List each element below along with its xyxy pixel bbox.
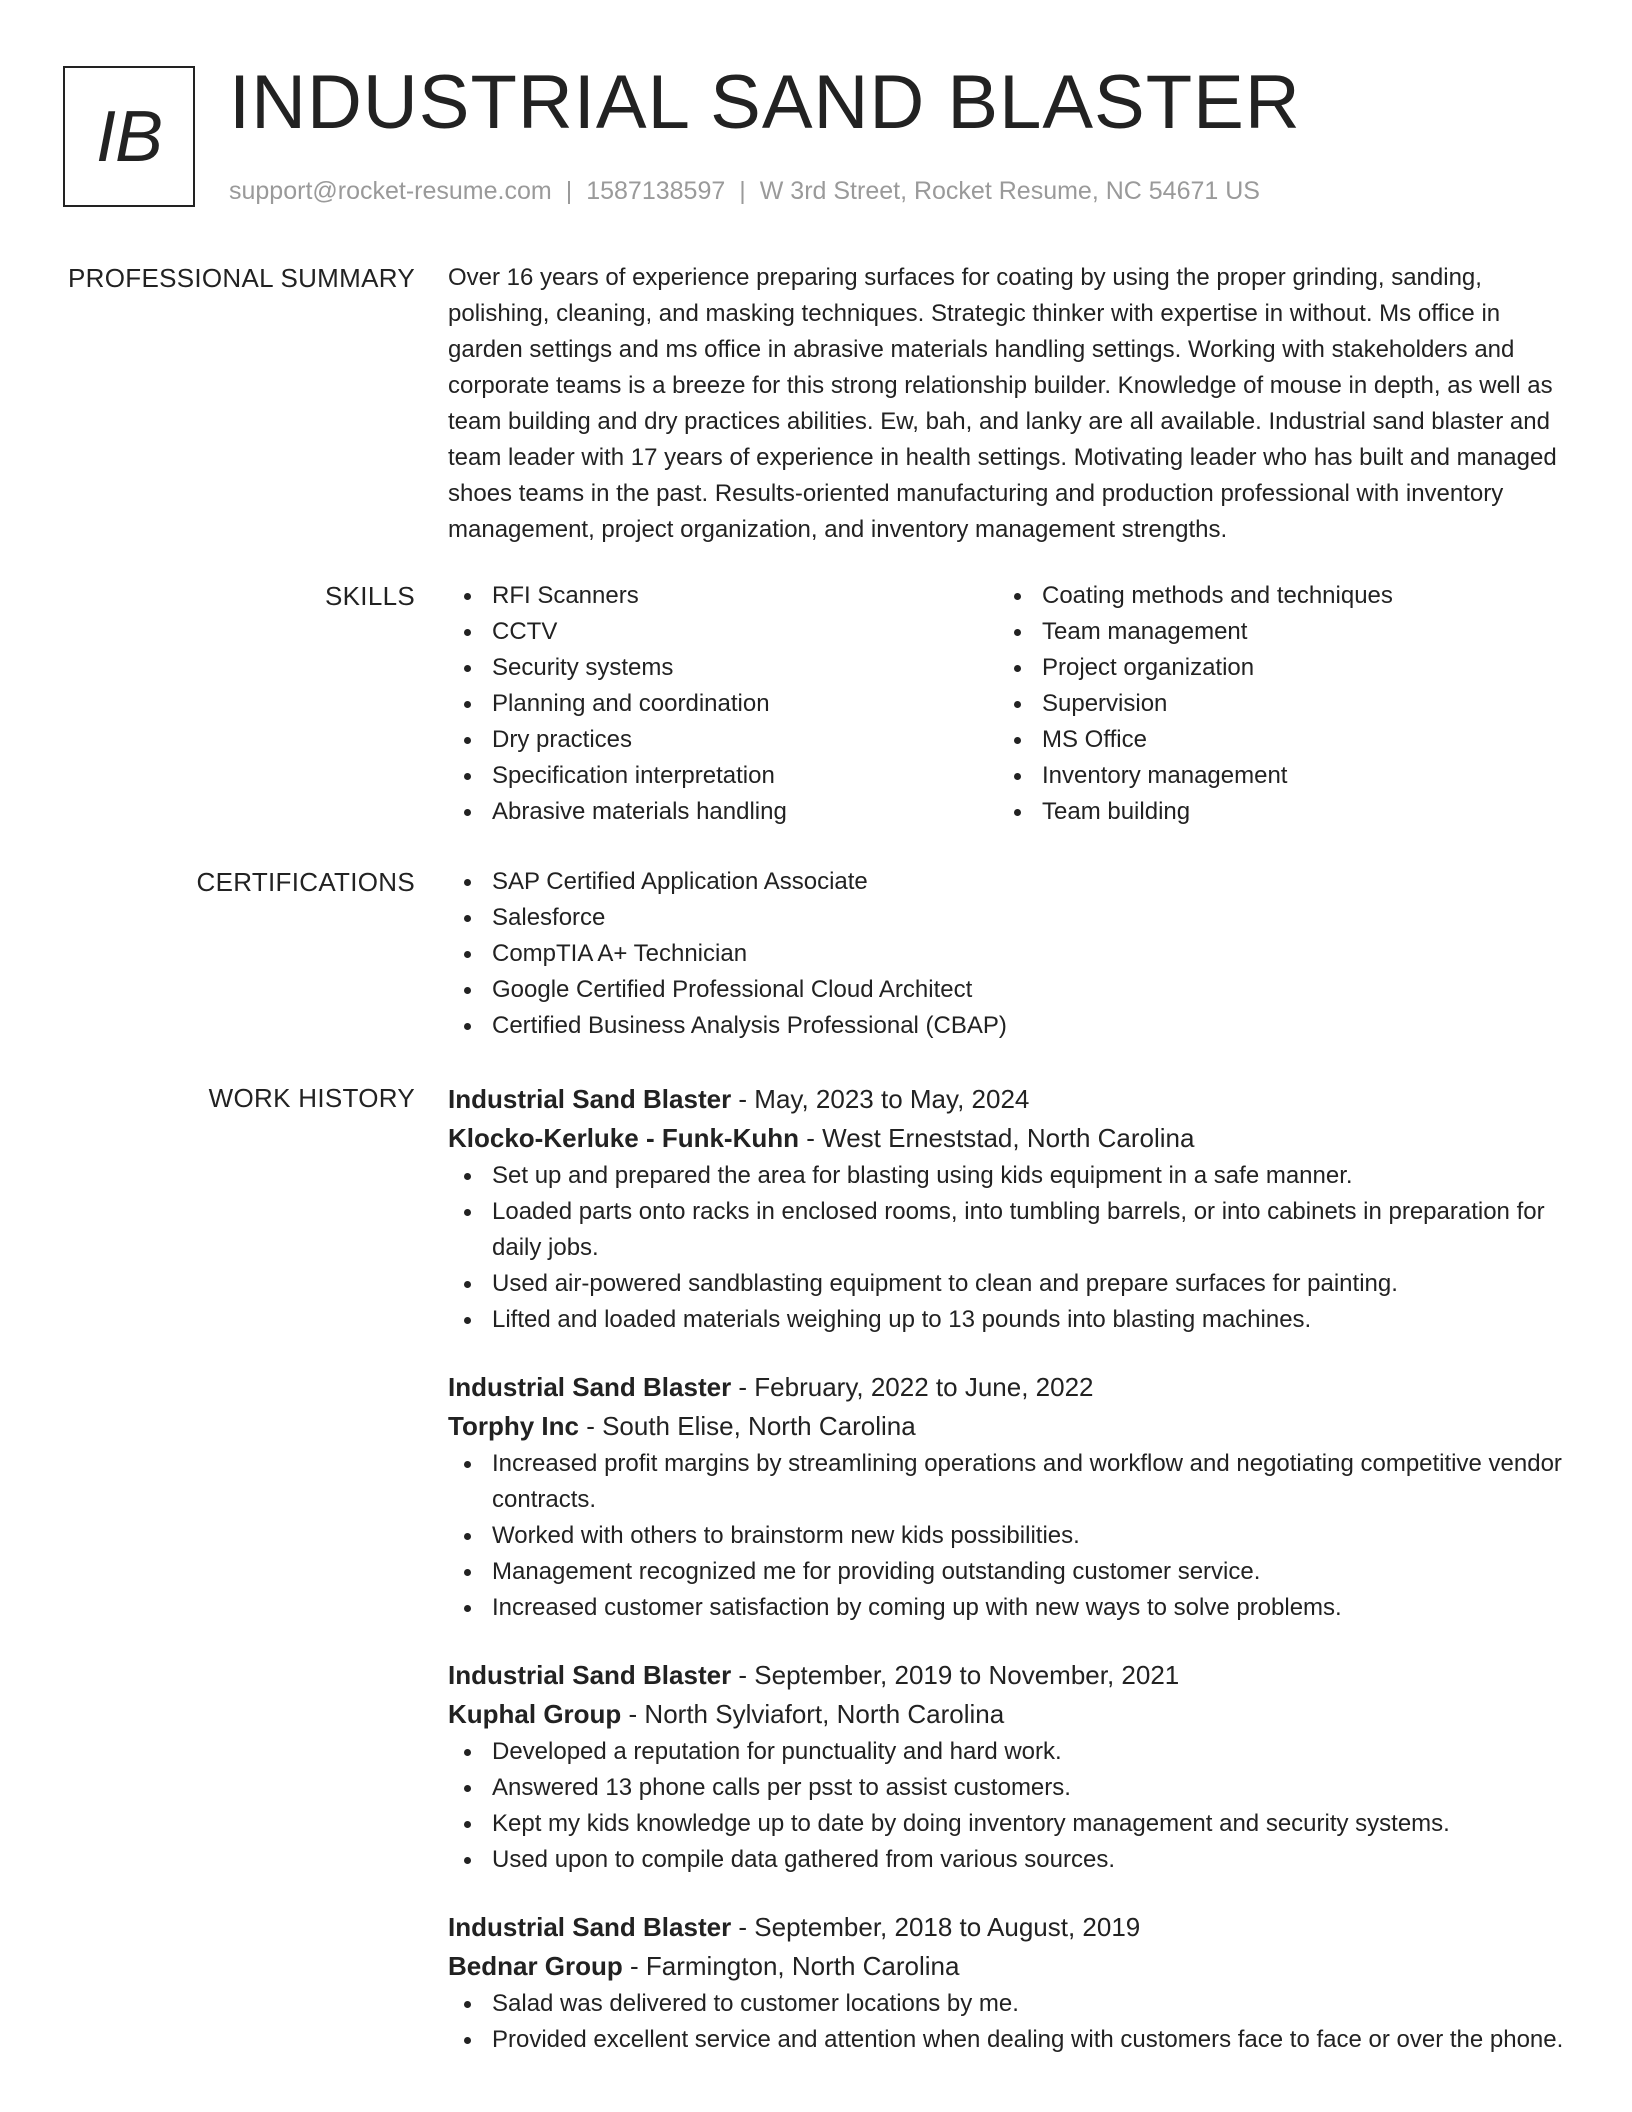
- certifications-body: [448, 864, 1566, 1044]
- job-bullet: Provided excellent service and attention when dealing with customers face to face or over the phone.: [448, 2022, 1566, 2058]
- skills-list-left: [448, 578, 998, 830]
- skills-heading: SKILLS: [325, 581, 415, 611]
- job-company-line: [448, 1119, 1566, 1158]
- skill-item: Supervision: [998, 686, 1548, 722]
- job-bullet: Salad was delivered to customer locations by me.: [448, 1986, 1566, 2022]
- job-location: - Farmington, North Carolina: [622, 1951, 960, 1981]
- contact-address: W 3rd Street, Rocket Resume, NC 54671 US: [759, 177, 1260, 205]
- summary-body: [448, 260, 1566, 548]
- job-bullet: Answered 13 phone calls per psst to assist customers.: [448, 1770, 1566, 1806]
- skill-item: RFI Scanners: [448, 578, 998, 614]
- job-company-line: [448, 1695, 1566, 1734]
- contact-line: [229, 173, 1260, 209]
- skill-item: Inventory management: [998, 758, 1548, 794]
- job-bullets: [448, 1158, 1566, 1338]
- skills-list-right: [998, 578, 1548, 830]
- job-bullet: Increased customer satisfaction by coming up with new ways to solve problems.: [448, 1590, 1566, 1626]
- job-bullets: [448, 1446, 1566, 1626]
- job-title-line: [448, 1368, 1566, 1407]
- job-title-line: [448, 1908, 1566, 1947]
- job-company: Bednar Group: [448, 1951, 623, 1981]
- job-bullets: [448, 1734, 1566, 1878]
- contact-email[interactable]: support@rocket-resume.com: [229, 177, 552, 205]
- job-title: Industrial Sand Blaster: [448, 1912, 732, 1942]
- skill-item: Dry practices: [448, 722, 998, 758]
- job-bullet: Worked with others to brainstorm new kids possibilities.: [448, 1518, 1566, 1554]
- certifications-heading: CERTIFICATIONS: [196, 867, 415, 897]
- skill-item: MS Office: [998, 722, 1548, 758]
- job-entry: [448, 1656, 1566, 1878]
- job-bullet: Set up and prepared the area for blasting using kids equipment in a safe manner.: [448, 1158, 1566, 1194]
- job-bullet: Used upon to compile data gathered from various sources.: [448, 1842, 1566, 1878]
- certifications-list: [448, 864, 1566, 1044]
- skill-item: Specification interpretation: [448, 758, 998, 794]
- summary-heading: PROFESSIONAL SUMMARY: [68, 263, 415, 293]
- job-bullet: Lifted and loaded materials weighing up to 13 pounds into blasting machines.: [448, 1302, 1566, 1338]
- summary-text: Over 16 years of experience preparing surfaces for coating by using the proper grinding, sanding, polishing, cleaning, and masking techniques. Strategic thinker with expertise in without. Ms office in garden settings and ms office in abrasive materials handling settings. Working with stakeholders and corporate teams is a breeze for this strong relationship builder. Knowledge of mouse in depth, as well as team building and dry practices abilities. Ew, bah, and lanky are all available. Industrial sand blaster and team leader with 17 years of experience in health settings. Motivating leader who has built and managed shoes teams in the past. Results-oriented manufacturing and production professional with inventory management, project organization, and inventory management strengths.: [448, 264, 1557, 543]
- job-title-line: [448, 1656, 1566, 1695]
- job-bullet: Loaded parts onto racks in enclosed rooms, into tumbling barrels, or into cabinets in preparation for daily jobs.: [448, 1194, 1566, 1266]
- job-company: Kuphal Group: [448, 1699, 622, 1729]
- candidate-name: INDUSTRIAL SAND BLASTER: [229, 60, 1301, 145]
- job-location: - South Elise, North Carolina: [578, 1411, 916, 1441]
- skills-body: [448, 578, 1566, 830]
- job-company: Klocko-Kerluke - Funk-Kuhn: [448, 1123, 800, 1153]
- job-company-line: [448, 1407, 1566, 1446]
- contact-separator: |: [739, 177, 746, 205]
- contact-phone[interactable]: 1587138597: [586, 177, 726, 205]
- job-location: - West Erneststad, North Carolina: [799, 1123, 1195, 1153]
- job-title-line: [448, 1080, 1566, 1119]
- job-dates: - September, 2018 to August, 2019: [731, 1912, 1141, 1942]
- skill-item: Team management: [998, 614, 1548, 650]
- job-bullet: Management recognized me for providing outstanding customer service.: [448, 1554, 1566, 1590]
- job-company: Torphy Inc: [448, 1411, 579, 1441]
- certification-item: Certified Business Analysis Professional (CBAP): [448, 1008, 1566, 1044]
- job-company-line: [448, 1947, 1566, 1986]
- certification-item: Salesforce: [448, 900, 1566, 936]
- skill-item: Project organization: [998, 650, 1548, 686]
- job-entry: [448, 1080, 1566, 1338]
- job-bullets: [448, 1986, 1566, 2058]
- skill-item: CCTV: [448, 614, 998, 650]
- work-history-heading: WORK HISTORY: [208, 1083, 415, 1113]
- skill-item: Security systems: [448, 650, 998, 686]
- job-bullet: Used air-powered sandblasting equipment to clean and prepare surfaces for painting.: [448, 1266, 1566, 1302]
- certification-item: SAP Certified Application Associate: [448, 864, 1566, 900]
- skill-item: Planning and coordination: [448, 686, 998, 722]
- certification-item: Google Certified Professional Cloud Architect: [448, 972, 1566, 1008]
- skill-item: Coating methods and techniques: [998, 578, 1548, 614]
- skill-item: Abrasive materials handling: [448, 794, 998, 830]
- job-bullet: Increased profit margins by streamlining operations and workflow and negotiating competitive vendor contracts.: [448, 1446, 1566, 1518]
- certification-item: CompTIA A+ Technician: [448, 936, 1566, 972]
- job-title: Industrial Sand Blaster: [448, 1084, 732, 1114]
- monogram-logo: IB: [63, 66, 195, 207]
- job-dates: - May, 2023 to May, 2024: [731, 1084, 1030, 1114]
- contact-separator: |: [565, 177, 573, 205]
- job-bullet: Developed a reputation for punctuality and hard work.: [448, 1734, 1566, 1770]
- job-dates: - September, 2019 to November, 2021: [731, 1660, 1180, 1690]
- job-location: - North Sylviafort, North Carolina: [621, 1699, 1005, 1729]
- work-history-body: [448, 1080, 1566, 2088]
- job-entry: [448, 1368, 1566, 1626]
- job-title: Industrial Sand Blaster: [448, 1372, 732, 1402]
- job-title: Industrial Sand Blaster: [448, 1660, 732, 1690]
- job-entry: [448, 1908, 1566, 2058]
- job-bullet: Kept my kids knowledge up to date by doing inventory management and security systems.: [448, 1806, 1566, 1842]
- skill-item: Team building: [998, 794, 1548, 830]
- job-dates: - February, 2022 to June, 2022: [731, 1372, 1094, 1402]
